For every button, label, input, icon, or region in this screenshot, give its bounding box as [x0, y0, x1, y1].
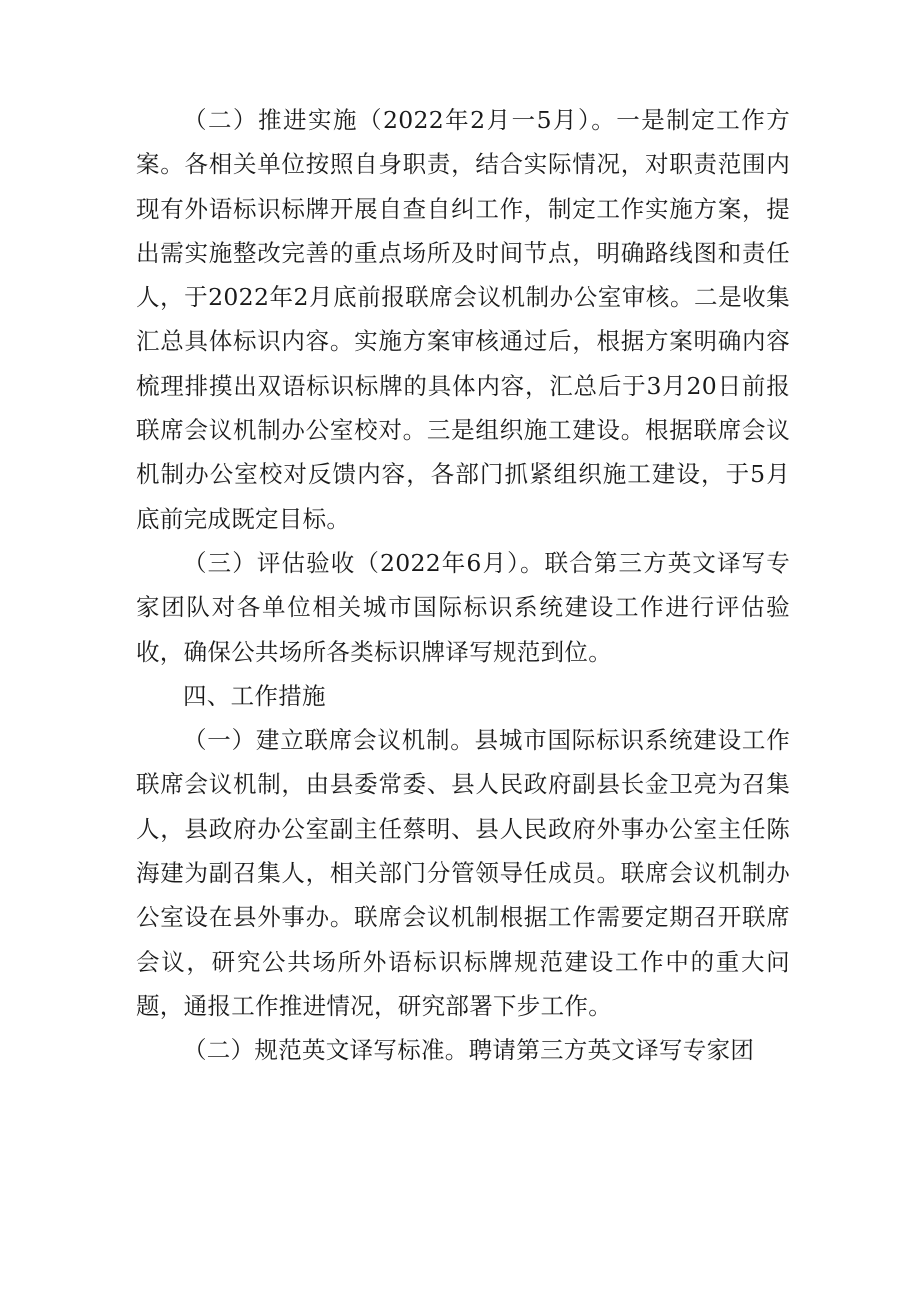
paragraph-joint-meeting-mechanism: （一）建立联席会议机制。县城市国际标识系统建设工作联席会议机制，由县委常委、县人民政府副县长金卫亮为召集人，县政府办公室副主任蔡明、县人民政府外事办公室主任陈海建为副召集人，相关部门分管领导任成员。联席会议机制办公室设在县外事办。联席会议机制根据工作需要定期召开联席会议，研究公共场所外语标识标牌规范建设工作中的重大问题，通报工作推进情况，研究部署下步工作。: [136, 726, 790, 1020]
document-body: [136, 98, 790, 1073]
paragraph-evaluation: （三）评估验收（2022年6月）。联合第三方英文译写专家团队对各单位相关城市国际标识系统建设工作进行评估验收，确保公共场所各类标识牌译写规范到位。: [136, 548, 790, 666]
paragraph-implementation: （二）推进实施（2022年2月一5月）。一是制定工作方案。各相关单位按照自身职责，结合实际情况，对职责范围内现有外语标识标牌开展自查自纠工作，制定工作实施方案，提出需实施整改完善的重点场所及时间节点，明确路线图和责任人，于2022年2月底前报联席会议机制办公室审核。二是收集汇总具体标识内容。实施方案审核通过后，根据方案明确内容梳理排摸出双语标识标牌的具体内容，汇总后于3月20日前报联席会议机制办公室校对。三是组织施工建设。根据联席会议机制办公室校对反馈内容，各部门抓紧组织施工建设，于5月底前完成既定目标。: [136, 106, 790, 533]
paragraph-translation-standards: （二）规范英文译写标准。聘请第三方英文译写专家团: [183, 1036, 755, 1065]
section-heading-work-measures: 四、工作措施: [183, 681, 326, 710]
